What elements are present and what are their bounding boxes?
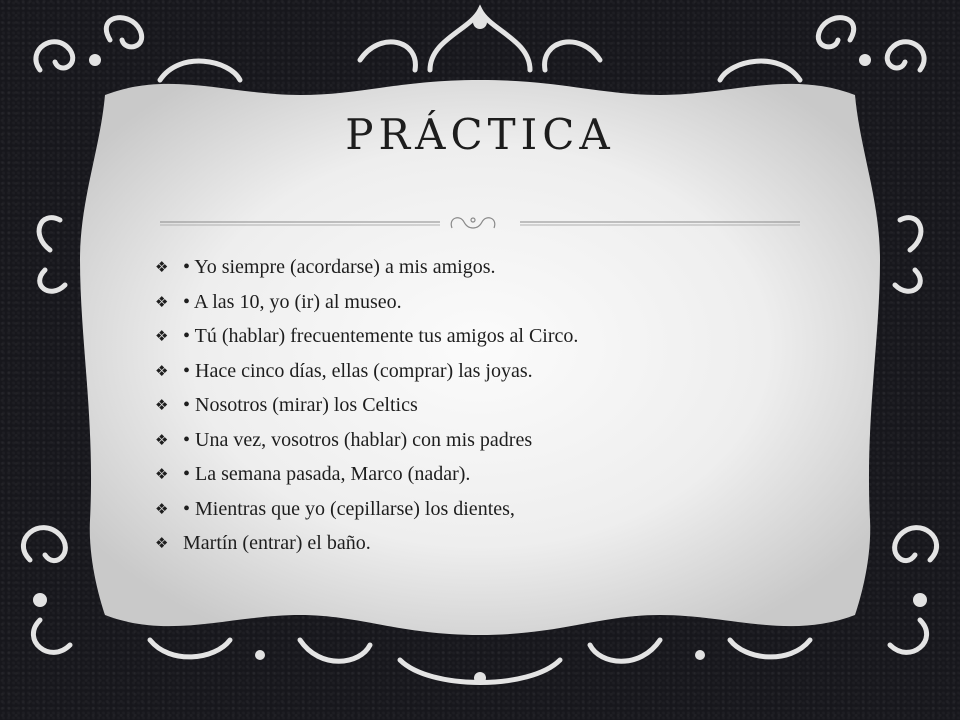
four-diamond-bullet-icon: ❖ — [155, 258, 169, 276]
four-diamond-bullet-icon: ❖ — [155, 499, 169, 518]
list-item — [155, 354, 795, 389]
four-diamond-bullet-icon: ❖ — [155, 292, 169, 311]
bullet-list — [155, 250, 795, 561]
four-diamond-bullet-icon: ❖ — [155, 361, 169, 380]
list-item — [155, 319, 795, 354]
slide-title: PRÁCTICA — [345, 110, 615, 159]
four-diamond-bullet-icon: ❖ — [155, 534, 169, 552]
list-item-text: • Una vez, vosotros (hablar) con mis padres — [183, 428, 533, 451]
list-item — [155, 526, 795, 561]
list-item-text: • A las 10, yo (ir) al museo. — [183, 290, 402, 313]
list-item-text: • Tú (hablar) frecuentemente tus amigos al Circo. — [183, 325, 579, 347]
list-item — [155, 423, 795, 458]
list-item-text: • Yo siempre (acordarse) a mis amigos. — [183, 256, 496, 278]
four-diamond-bullet-icon: ❖ — [155, 396, 169, 414]
four-diamond-bullet-icon: ❖ — [155, 465, 169, 483]
list-item-text: Martín (entrar) el baño. — [183, 532, 371, 554]
list-item-text: • Nosotros (mirar) los Celtics — [183, 394, 418, 416]
list-item — [155, 492, 795, 527]
list-item — [155, 457, 795, 492]
list-item-text: • Hace cinco días, ellas (comprar) las joyas. — [183, 359, 533, 382]
four-diamond-bullet-icon: ❖ — [155, 327, 169, 345]
list-item — [155, 388, 795, 423]
list-item-text: • Mientras que yo (cepillarse) los dientes, — [183, 497, 515, 520]
list-item-text: • La semana pasada, Marco (nadar). — [183, 463, 471, 485]
four-diamond-bullet-icon: ❖ — [155, 430, 169, 449]
flourish-icon — [451, 218, 495, 228]
list-item — [155, 250, 795, 285]
title-divider — [0, 200, 960, 240]
list-item — [155, 285, 795, 320]
